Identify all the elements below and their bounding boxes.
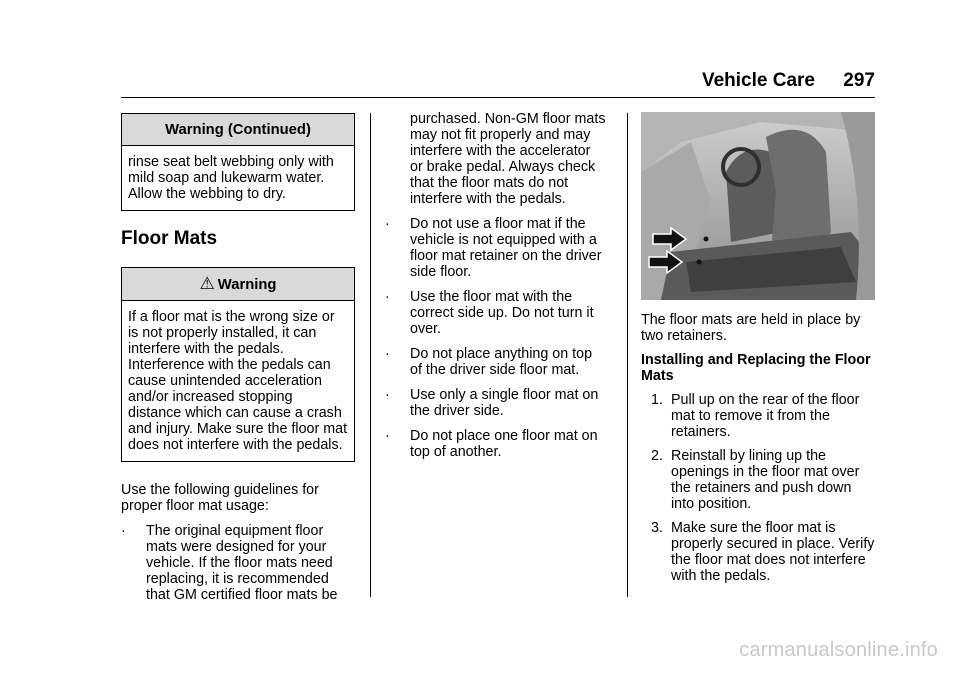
header-rule [121,97,875,98]
warning-continued-body: rinse seat belt webbing only with mild soap and lukewarm water. Allow the webbing to dry. [128,154,334,202]
photo-caption: The floor mats are held in place by two retainers. [641,312,861,344]
step-text: Pull up on the rear of the floor mat to remove it from the retainers. [671,392,860,440]
bullet-list-part2 [385,111,607,460]
section-title: Floor Mats [121,228,218,249]
floor-mat-photo [641,112,875,300]
warning-continued-box [121,113,355,211]
bullet-text: Use only a single floor mat on the driver side. [410,387,599,419]
column-left [121,113,355,603]
list-item [121,523,355,603]
warning-box [121,267,355,462]
bullet-marker: · [121,523,126,539]
bullet-text: purchased. Non-GM floor mats may not fit properly and may interfere with the accelerator or brake pedal. Always check that the floor mats do not interfere with the pedals. [410,111,606,207]
list-item [385,428,607,460]
steps-list [641,392,875,584]
bullet-marker: · [385,216,390,232]
step-number: 1. [651,392,663,408]
bullet-list-part1 [121,523,355,603]
step-number: 3. [651,520,663,536]
column-right [641,112,875,584]
list-item [385,387,607,419]
bullet-marker: · [385,387,390,403]
step-text: Make sure the floor mat is properly secured in place. Verify the floor mat does not interfere with the pedals. [671,520,875,584]
bullet-text: Do not use a floor mat if the vehicle is not equipped with a floor mat retainer on the driver side floor. [410,216,602,280]
step-item [641,520,875,584]
watermark: carmanualsonline.info [739,639,938,661]
bullet-marker: · [385,428,390,444]
installing-heading: Installing and Replacing the Floor Mats [641,352,871,384]
page-header [121,70,875,100]
warning-continued-heading: Warning (Continued) [122,114,354,146]
list-item-continued [385,111,607,207]
warning-body: If a floor mat is the wrong size or is not properly installed, it can interfere with the pedals. Interference with the pedals can cause unintended acceleration and/or increased stopping distance which can cause a crash and injury. Make sure the floor mat does not interfere with the pedals. [128,309,348,453]
guidelines-intro: Use the following guidelines for proper floor mat usage: [121,482,319,514]
section-header-title: Vehicle Care [701,70,815,91]
column-middle [385,111,607,460]
step-item [641,392,875,440]
column-divider-right [627,113,628,597]
bullet-text: Do not place one floor mat on top of another. [410,428,598,460]
column-divider-left [370,113,371,597]
page-number: 297 [843,70,875,91]
step-number: 2. [651,448,663,464]
warning-heading [122,268,354,301]
list-item [385,216,607,280]
list-item [385,346,607,378]
list-item [385,289,607,337]
bullet-marker: · [385,346,390,362]
bullet-text: Use the floor mat with the correct side up. Do not turn it over. [410,289,594,337]
bullet-marker: · [385,289,390,305]
step-item [641,448,875,512]
bullet-text: Do not place anything on top of the driver side floor mat. [410,346,593,378]
warning-heading-label: Warning [217,277,277,293]
step-text: Reinstall by lining up the openings in the floor mat over the retainers and push down into position. [671,448,860,512]
bullet-text: The original equipment floor mats were designed for your vehicle. If the floor mats need replacing, it is recommended that GM certified floor mats be [146,523,338,603]
warning-icon: ⚠ [199,274,215,293]
